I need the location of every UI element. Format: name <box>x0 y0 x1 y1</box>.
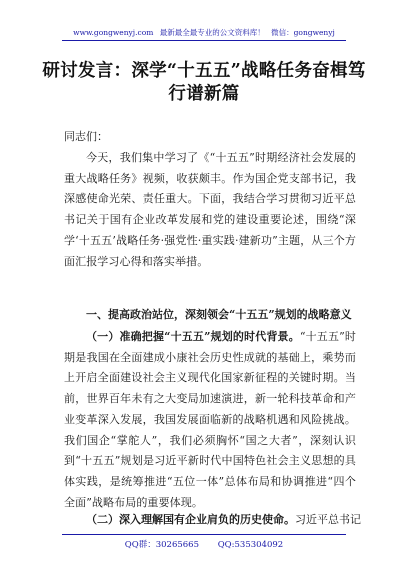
section-heading: 一、提高政治站位，深刻领会“十五五”规划的战略意义 <box>86 308 352 321</box>
header-wechat: 微信：gongwenyj <box>271 28 335 37</box>
subsection-1-text: “十五五”时期是我国在全面建成小康社会历史性成就的基础上，乘势而上开启全面建设社会主义现代化国家新征程的关键时期。当前，世界百年未有之大变局加速演进，新一轮科技革命和产业变革深入发展，我国发展面临新的战略机遇和风险挑战。我们国企“掌舵人”，我们必须胸怀“国之大者”，深刻认识到“十五五”规划是习近平新时代中国特色社会主义思想的具体实践，是统筹推进“五位一体”总体布局和协调推进“四个全面”战略布局的重要体现。 <box>64 330 356 509</box>
page-header <box>0 27 408 38</box>
subsection-2-title: （二）深入理解国有企业肩负的历史使命。 <box>86 513 295 526</box>
subsection-2-paragraph <box>64 510 361 530</box>
header-slogan: 最新最全最专业的公文资料库！ <box>159 28 265 37</box>
subsection-2-text: 习近平总书记 <box>295 513 361 526</box>
footer-divider <box>62 534 346 535</box>
subsection-1-paragraph <box>64 327 356 513</box>
intro-text: 今天，我们集中学习了《“十五五”时期经济社会发展的重大战略任务》视频，收获颇丰。作为国企党支部书记，我深感使命光荣、责任重大。下面，我结合学习贯彻习近平总书记关于国有企业改革发展和党的建设重要论述，围绕“深学‘十五五’战略任务·强党性·重实践·建新功”主题，从三个方面汇报学习心得和落实举措。 <box>64 151 356 268</box>
header-site[interactable]: www.gongwenyj.com <box>73 28 154 37</box>
footer-qq: QQ:535304092 <box>217 540 284 550</box>
page-footer <box>0 538 408 550</box>
footer-qq-group: QQ群：30265665 <box>124 540 199 550</box>
intro-paragraph <box>64 148 356 272</box>
document-title: 研讨发言：深学“十五五”战略任务奋楫笃行谱新篇 <box>42 61 366 104</box>
greeting: 同志们： <box>64 130 108 143</box>
subsection-1-title: （一）准确把握“十五五”规划的时代背景。 <box>86 330 300 343</box>
header-divider <box>62 40 346 41</box>
